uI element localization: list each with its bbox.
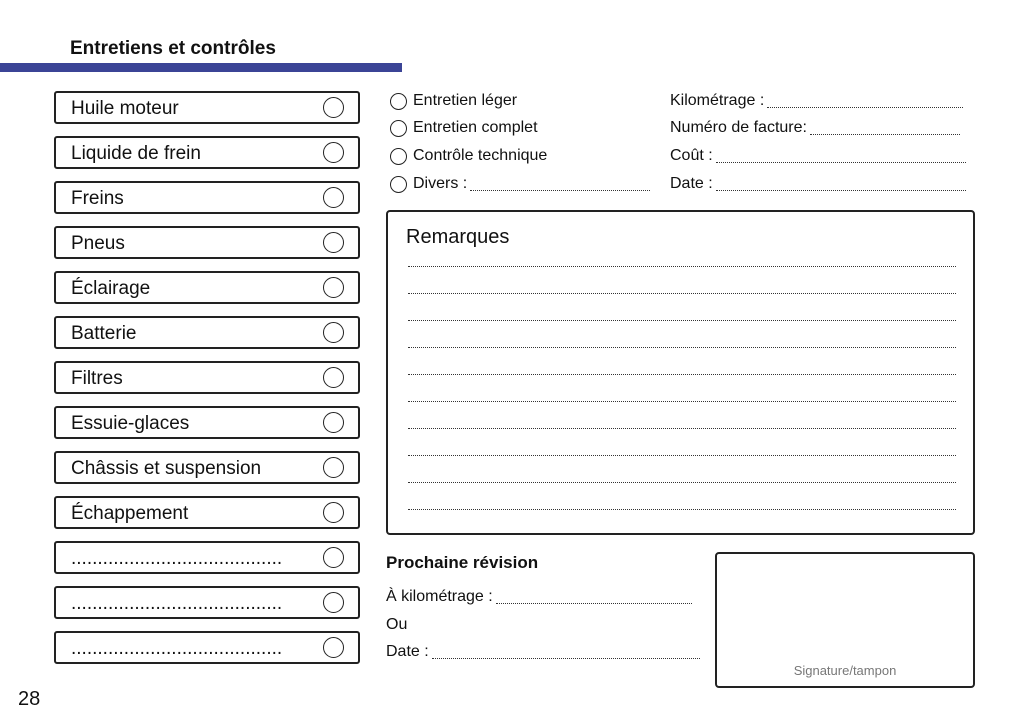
radio-circle[interactable]: [390, 176, 407, 193]
checklist-item-lighting: [54, 271, 360, 304]
checkbox-circle[interactable]: [323, 232, 344, 253]
invoice-field: [670, 117, 960, 139]
checklist-item-filters: [54, 361, 360, 394]
option-inspection[interactable]: [390, 145, 547, 167]
remarks-line[interactable]: [408, 347, 956, 348]
signature-label: Signature/tampon: [793, 663, 897, 678]
checklist-label: Filtres: [71, 368, 123, 389]
checklist-item-blank: [54, 541, 360, 574]
checklist-item-tires: [54, 226, 360, 259]
checklist-label: Liquide de frein: [71, 143, 201, 164]
mileage-label: Kilométrage :: [670, 92, 765, 109]
remarks-line[interactable]: [408, 401, 956, 402]
checklist-label: ........................................: [71, 593, 283, 614]
remarks-line[interactable]: [408, 428, 956, 429]
radio-circle[interactable]: [390, 93, 407, 110]
remarks-line[interactable]: [408, 509, 956, 510]
remarks-line[interactable]: [408, 482, 956, 483]
checklist-label: ........................................: [71, 638, 283, 659]
invoice-fill-line[interactable]: [810, 122, 960, 135]
checkbox-circle[interactable]: [323, 592, 344, 613]
checkbox-circle[interactable]: [323, 502, 344, 523]
checklist-label: ........................................: [71, 548, 283, 569]
next-mileage-fill-line[interactable]: [496, 591, 692, 604]
checkbox-circle[interactable]: [323, 277, 344, 298]
option-light-service[interactable]: [390, 90, 517, 112]
cost-fill-line[interactable]: [716, 150, 966, 163]
checkbox-circle[interactable]: [323, 187, 344, 208]
radio-circle[interactable]: [390, 148, 407, 165]
option-full-service[interactable]: [390, 117, 538, 139]
checkbox-circle[interactable]: [323, 322, 344, 343]
checklist-label: Essuie-glaces: [71, 413, 190, 434]
or-text: Ou: [386, 616, 408, 633]
checkbox-circle[interactable]: [323, 412, 344, 433]
checklist-item-brake-fluid: [54, 136, 360, 169]
checkbox-circle[interactable]: [323, 367, 344, 388]
next-date-label: Date :: [386, 643, 429, 660]
checkbox-circle[interactable]: [323, 142, 344, 163]
checklist-item-blank: [54, 586, 360, 619]
remarks-line[interactable]: [408, 293, 956, 294]
checklist-item-exhaust: [54, 496, 360, 529]
invoice-label: Numéro de facture:: [670, 119, 807, 136]
checklist-label: Batterie: [71, 323, 137, 344]
checklist-item-engine-oil: [54, 91, 360, 124]
checklist-label: Éclairage: [71, 278, 151, 299]
remarks-line[interactable]: [408, 320, 956, 321]
remarks-line[interactable]: [408, 374, 956, 375]
checklist-item-blank: [54, 631, 360, 664]
checkbox-circle[interactable]: [323, 97, 344, 118]
option-other[interactable]: [390, 173, 650, 195]
remarks-box: [386, 210, 975, 535]
cost-label: Coût :: [670, 147, 713, 164]
next-date-fill-line[interactable]: [432, 646, 700, 659]
radio-circle[interactable]: [390, 120, 407, 137]
checklist-item-wipers: [54, 406, 360, 439]
checkbox-circle[interactable]: [323, 547, 344, 568]
title-accent-bar: [0, 63, 402, 72]
next-mileage-label: À kilométrage :: [386, 588, 493, 605]
remarks-title: Remarques: [406, 226, 510, 248]
other-fill-line[interactable]: [470, 178, 650, 191]
mileage-field: [670, 90, 963, 112]
remarks-line[interactable]: [408, 455, 956, 456]
page-title: Entretiens et contrôles: [70, 38, 276, 59]
remarks-line[interactable]: [408, 266, 956, 267]
checklist-item-brakes: [54, 181, 360, 214]
checkbox-circle[interactable]: [323, 637, 344, 658]
option-label: Divers :: [413, 175, 468, 192]
page-number: 28: [18, 688, 41, 710]
checklist-item-battery: [54, 316, 360, 349]
cost-field: [670, 145, 966, 167]
next-service-title: Prochaine révision: [386, 553, 539, 572]
checklist: [54, 91, 360, 676]
checklist-label: Huile moteur: [71, 98, 179, 119]
checkbox-circle[interactable]: [323, 457, 344, 478]
signature-box[interactable]: [715, 552, 975, 688]
next-date-field: [386, 641, 700, 663]
checklist-label: Échappement: [71, 503, 189, 524]
option-label: Entretien complet: [413, 119, 538, 136]
checklist-item-chassis: [54, 451, 360, 484]
date-fill-line[interactable]: [716, 178, 966, 191]
checklist-label: Châssis et suspension: [71, 458, 262, 479]
option-label: Entretien léger: [413, 92, 518, 109]
checklist-label: Freins: [71, 188, 124, 209]
option-label: Contrôle technique: [413, 147, 548, 164]
mileage-fill-line[interactable]: [767, 95, 963, 108]
checklist-label: Pneus: [71, 233, 125, 254]
date-label: Date :: [670, 175, 713, 192]
next-mileage-field: [386, 586, 692, 608]
date-field: [670, 173, 966, 195]
